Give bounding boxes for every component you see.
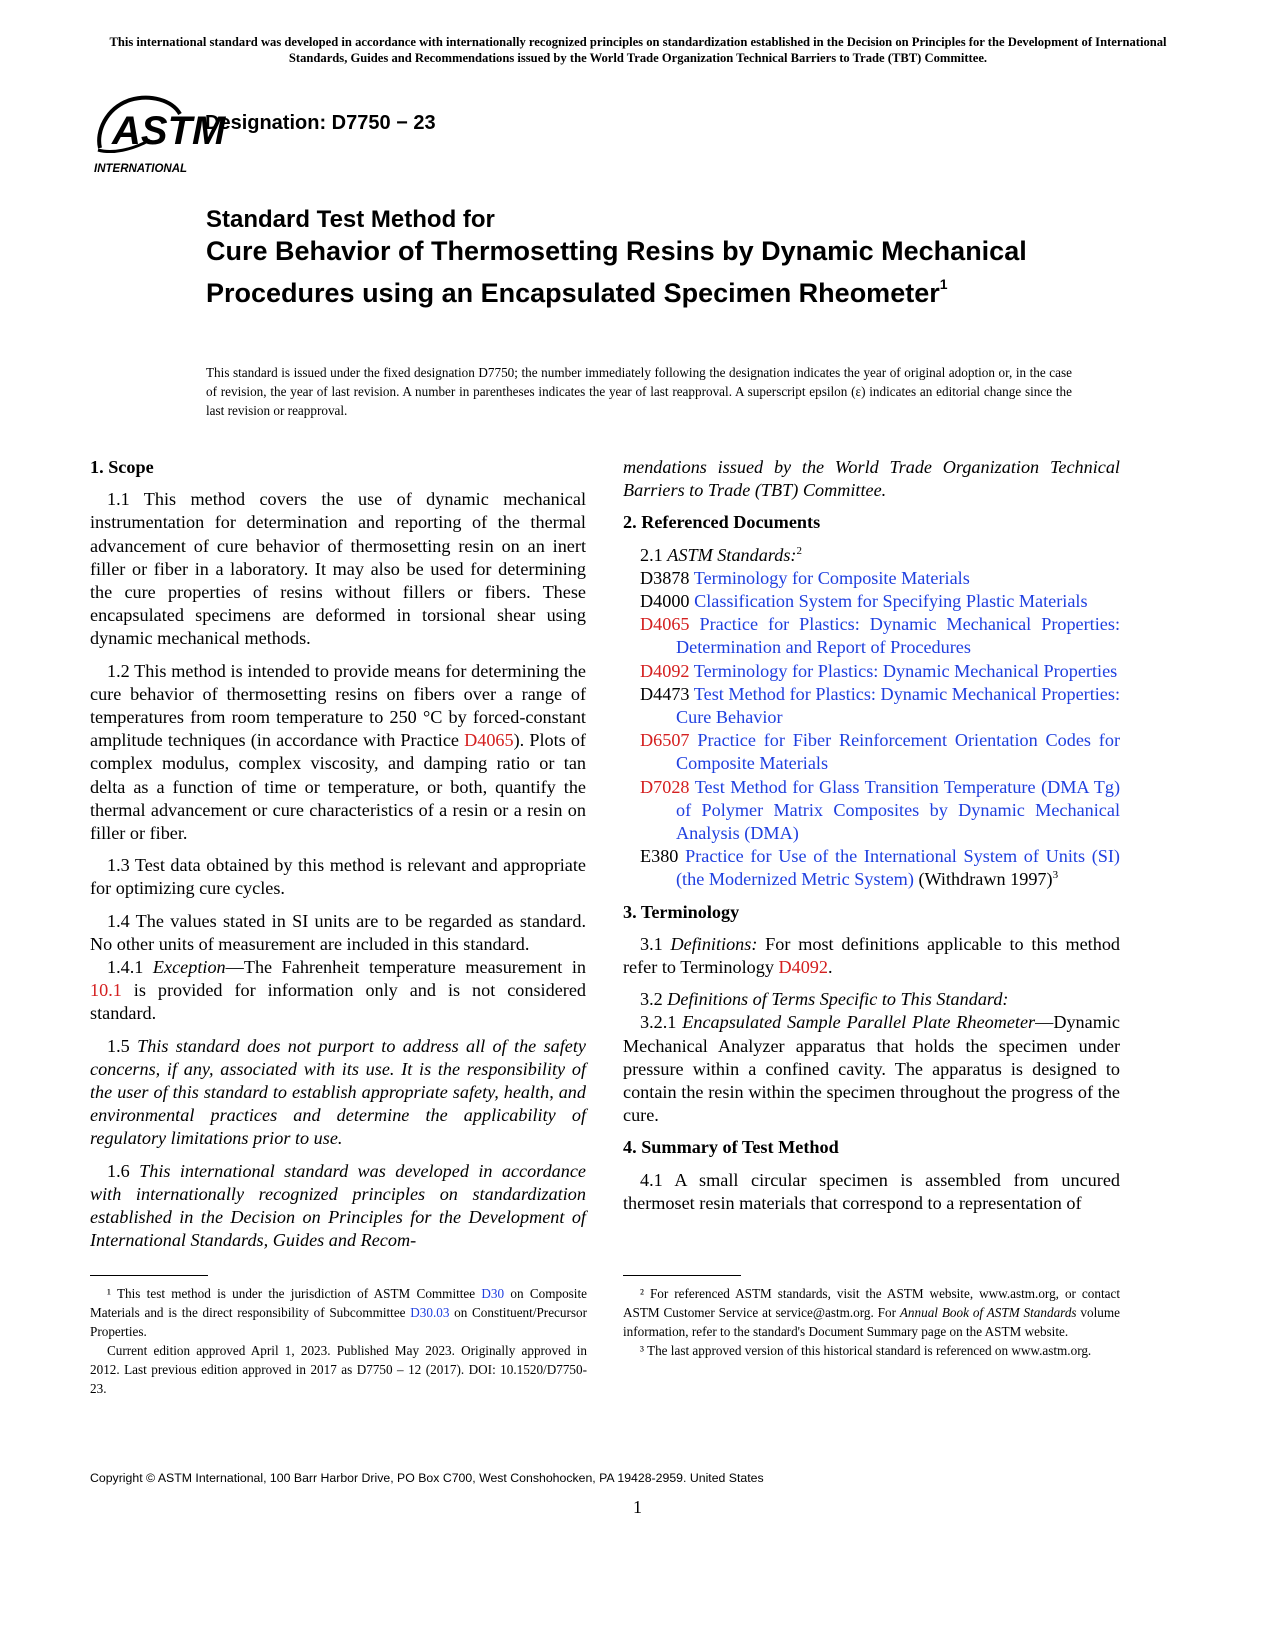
paragraph-1-2-text-a: 1.2 This method is intended to provide means for determining the cure behavior of thermosetting resins on fibers over a range of temperatures from room temperature to 250 °C by forced-constant amplitude techniques (in accordance with Practice <box>90 660 586 751</box>
reference-item-d4473 <box>640 683 1120 729</box>
footnotes-left <box>90 1275 587 1398</box>
paragraph-3-1 <box>623 933 1120 979</box>
paragraph-1-6-continued-text: mendations issued by the World Trade Organization Technical Barriers to Trade (TBT) Committee. <box>623 457 1120 501</box>
title-block <box>206 205 1106 310</box>
reference-item-d6507 <box>640 729 1120 775</box>
link-d30[interactable]: D30 <box>481 1286 505 1301</box>
reference-item-d4000 <box>640 590 1120 613</box>
reference-code[interactable]: D7028 <box>640 776 690 797</box>
reference-code[interactable]: D4092 <box>640 660 690 681</box>
reference-code: D4473 <box>640 683 690 704</box>
reference-link[interactable]: Classification System for Specifying Plastic Materials <box>694 591 1088 612</box>
paragraph-1-6-emphasis: This international standard was developed in accordance with internationally recognized principles on standardization established in the Decision on Principles for the Development of International Standards, Guides and Recom- <box>90 1160 586 1251</box>
paragraph-3-2-1-emphasis: Encapsulated Sample Parallel Plate Rheometer <box>682 1012 1036 1033</box>
paragraph-1-5-emphasis: This standard does not purport to address all of the safety concerns, if any, associated with its use. It is the responsibility of the user of this standard to establish appropriate safety, health, and environmental practices and determine the applicability of regulatory limitations prior to use. <box>90 1035 586 1149</box>
footnote-1-text-c: on Constituent/Precursor Properties. <box>90 1305 588 1339</box>
paragraph-3-2-emphasis: Definitions of Terms Specific to This Standard: <box>667 989 1009 1010</box>
title-main-text: Cure Behavior of Thermosetting Resins by Dynamic Mechanical Procedures using an Encapsulated Specimen Rheometer <box>206 236 1027 308</box>
section-heading-referenced-documents: 2. Referenced Documents <box>623 512 821 533</box>
reference-item-d4065 <box>640 613 1120 659</box>
paragraph-1-2 <box>90 660 586 846</box>
designation: Designation: D7750 − 23 <box>205 112 436 134</box>
page-number: 1 <box>633 1497 642 1517</box>
reference-link[interactable]: Practice for Use of the International System of Units (SI) (the Modernized Metric System) <box>676 846 1120 890</box>
footnote-1 <box>90 1284 587 1398</box>
reference-link[interactable]: Practice for Fiber Reinforcement Orientation Codes for Composite Materials <box>676 730 1120 774</box>
footnote-2-3 <box>623 1284 1120 1360</box>
paragraph-1-4-1-emphasis: Exception <box>152 957 226 978</box>
footnote-mark-3[interactable]: 3 <box>1052 869 1059 882</box>
footnote-rule <box>90 1275 208 1276</box>
paragraph-1-6-number: 1.6 <box>107 1160 140 1181</box>
paragraph-1-6 <box>90 1160 586 1253</box>
paragraph-3-2-1 <box>623 1011 1120 1127</box>
footnote-1-text-b: on Composite Materials and is the direct responsibility of Subcommittee <box>90 1286 587 1320</box>
title-footnote-mark[interactable]: 1 <box>939 276 948 292</box>
footnote-2-emphasis: Annual Book of ASTM Standards <box>899 1305 1077 1320</box>
section-heading-scope: 1. Scope <box>90 457 154 477</box>
paragraph-3-1-emphasis: Definitions: <box>670 933 758 954</box>
reference-code[interactable]: D6507 <box>640 730 690 751</box>
paragraph-1-4-1-number: 1.4.1 <box>107 957 153 978</box>
paragraph-1-6-continued <box>623 456 1120 502</box>
title-line1: Standard Test Method for <box>206 206 495 233</box>
title-main <box>206 235 1106 310</box>
reference-list <box>623 567 1120 892</box>
paragraph-1-1: 1.1 This method covers the use of dynamic mechanical instrumentation for determination and reporting of the thermal advancement of cure behavior of thermosetting resin on an inert filler or fiber in a laboratory. It may also be used for determining the cure properties of resins without fillers or fibers. These encapsulated specimens are deformed in torsional shear using dynamic mechanical methods. <box>90 489 586 649</box>
reference-code[interactable]: D4065 <box>640 614 690 635</box>
reference-item-e380 <box>640 845 1120 891</box>
footnote-2-text-a: ² For referenced ASTM standards, visit the ASTM website, www.astm.org, or contact ASTM Customer Service at service@astm.org. For <box>623 1286 1120 1320</box>
paragraph-3-2-1-text: —Dynamic Mechanical Analyzer apparatus that holds the specimen under pressure within a confined cavity. The apparatus is designed to contain the resin within the specimen throughout the progress of the cure. <box>623 1012 1120 1126</box>
paragraph-3-2-number: 3.2 <box>640 989 668 1010</box>
subsection-number: 2.1 <box>640 544 668 565</box>
reference-item-d3878 <box>640 567 1120 590</box>
footnote-3: ³ The last approved version of this historical standard is referenced on www.astm.org. <box>640 1343 1092 1358</box>
footnote-mark-2[interactable]: 2 <box>796 544 802 557</box>
subsection-title: ASTM Standards: <box>667 544 797 565</box>
paragraph-3-2-1-number: 3.2.1 <box>640 1012 683 1033</box>
reference-link[interactable]: Test Method for Glass Transition Temperature (DMA Tg) of Polymer Matrix Composites by Dynamic Mechanical Analysis (DMA) <box>676 776 1121 844</box>
subsection-astm-standards <box>623 544 1120 567</box>
paragraph-3-1-text-b: . <box>827 957 833 978</box>
section-heading-terminology: 3. Terminology <box>623 901 740 922</box>
issued-note: This standard is issued under the fixed designation D7750; the number immediately following the designation indicates the year of original adoption or, in the case of revision, the year of last revision. A number in parentheses indicates the year of last reapproval. A superscript epsilon (ε) indicates an editorial change since the last revision or reapproval. <box>206 365 1072 418</box>
footnote-rule <box>623 1275 741 1276</box>
paragraph-1-5-number: 1.5 <box>107 1035 138 1056</box>
reference-suffix: (Withdrawn 1997) <box>913 869 1053 890</box>
reference-code: D3878 <box>640 567 690 588</box>
reference-code: E380 <box>640 846 679 867</box>
link-d4092[interactable]: D4092 <box>778 957 828 978</box>
reference-link[interactable]: Terminology for Composite Materials <box>693 567 970 588</box>
section-heading-summary: 4. Summary of Test Method <box>623 1137 839 1158</box>
reference-link[interactable]: Practice for Plastics: Dynamic Mechanical Properties: Determination and Report of Procedures <box>676 614 1120 658</box>
astm-international-logo-icon <box>92 92 226 178</box>
reference-code: D4000 <box>640 591 690 612</box>
link-d4065[interactable]: D4065 <box>464 730 514 751</box>
paragraph-1-2-text-b: ). Plots of complex modulus, complex viscosity, and damping ratio or tan delta as a function of time or temperature, or both, quantify the thermal advancement or cure characteristics of a resin or a resin on filler or fiber. <box>90 730 586 844</box>
logo-letters: ASTM <box>112 109 226 153</box>
paragraph-3-2 <box>623 988 1120 1011</box>
link-d30-03[interactable]: D30.03 <box>410 1305 450 1320</box>
paragraph-1-4: 1.4 The values stated in SI units are to be regarded as standard. No other units of measurement are included in this standard. <box>90 910 586 954</box>
footnote-2-text-b: volume information, refer to the standard's Document Summary page on the ASTM website. <box>623 1305 1120 1339</box>
reference-item-d7028 <box>640 776 1120 846</box>
link-10-1[interactable]: 10.1 <box>90 980 122 1001</box>
top-notice: This international standard was developed in accordance with internationally recognized principles on standardization established in the Decision on Principles for the Development of International Standards, Guides and Recommendations issued by the World Trade Organization Technical Barriers to Trade (TBT) Committee. <box>109 35 1167 65</box>
reference-item-d4092 <box>640 660 1120 683</box>
paragraph-4-1: 4.1 A small circular specimen is assembled from uncured thermoset resin materials that correspond to a representation of <box>623 1169 1120 1213</box>
paragraph-1-5 <box>90 1035 586 1151</box>
reference-link[interactable]: Terminology for Plastics: Dynamic Mechanical Properties <box>693 660 1118 681</box>
copyright: Copyright © ASTM International, 100 Barr Harbor Drive, PO Box C700, West Conshohocken, PA 19428-2959. United States <box>90 1471 764 1485</box>
left-column <box>90 456 586 1262</box>
reference-link[interactable]: Test Method for Plastics: Dynamic Mechanical Properties: Cure Behavior <box>676 683 1121 728</box>
logo-wordmark: INTERNATIONAL <box>94 163 188 175</box>
paragraph-1-4-1 <box>90 956 586 1026</box>
footnote-1-edition: Current edition approved April 1, 2023. Published May 2023. Originally approved in 2012. Last previous edition approved in 2017 as D7750 – 12 (2017). DOI: 10.1520/D7750-23. <box>90 1343 587 1396</box>
paragraph-3-1-text-a: For most definitions applicable to this method refer to Terminology <box>623 933 1121 978</box>
right-column <box>623 456 1120 1224</box>
footnotes-right <box>623 1275 1120 1360</box>
footnote-1-text-a: ¹ This test method is under the jurisdiction of ASTM Committee <box>107 1286 482 1301</box>
paragraph-1-4-1-text-b: is provided for information only and is not considered standard. <box>90 980 586 1024</box>
paragraph-3-1-number: 3.1 <box>640 933 671 954</box>
paragraph-1-3: 1.3 Test data obtained by this method is relevant and appropriate for optimizing cure cycles. <box>90 855 586 899</box>
paragraph-1-4-1-text-a: —The Fahrenheit temperature measurement in <box>225 957 586 978</box>
